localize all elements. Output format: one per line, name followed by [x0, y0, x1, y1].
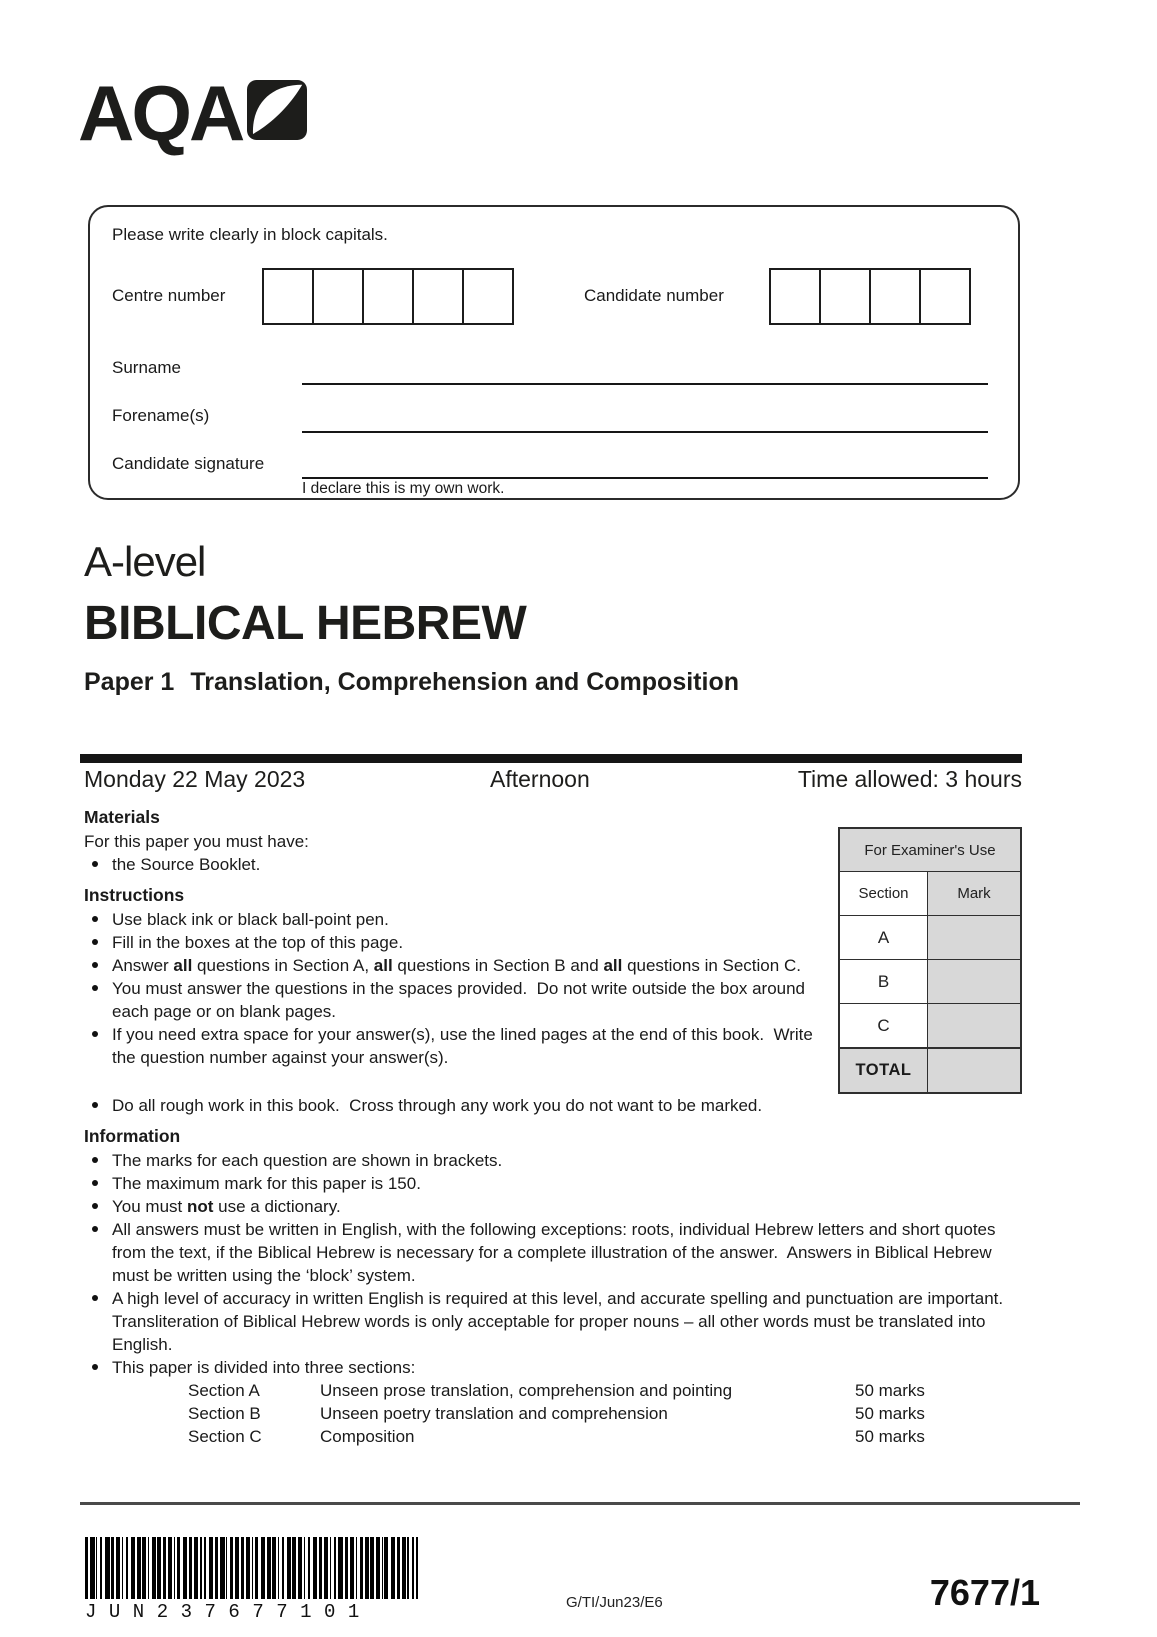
mark-column-header: Mark: [928, 872, 1020, 915]
section-row: [84, 1402, 1022, 1425]
section-row: [84, 1425, 1022, 1448]
section-row: [84, 1379, 1022, 1402]
list-item: The maximum mark for this paper is 150.: [84, 1172, 1022, 1195]
list-item: Fill in the boxes at the top of this page.: [84, 931, 824, 954]
centre-number-cell[interactable]: [462, 268, 514, 325]
materials-intro: For this paper you must have:: [84, 832, 309, 851]
total-mark-cell[interactable]: [928, 1049, 1020, 1092]
footer-rule: [80, 1502, 1080, 1505]
section-name: Section A: [188, 1381, 260, 1400]
paper-number: Paper 1: [84, 668, 175, 696]
examiner-table-header-row: [840, 871, 1020, 915]
total-row: [840, 1047, 1020, 1092]
section-desc: Unseen poetry translation and comprehension: [320, 1404, 668, 1423]
bullet-icon: [92, 962, 98, 968]
centre-number-boxes: [262, 268, 514, 325]
barcode-bars-icon: [85, 1537, 418, 1599]
bullet-icon: [92, 1180, 98, 1186]
bullet-icon: [92, 1203, 98, 1209]
exam-date: Monday 22 May 2023: [84, 766, 306, 792]
centre-number-cell[interactable]: [312, 268, 364, 325]
subject-title: BIBLICAL HEBREW: [84, 597, 527, 650]
print-reference: G/TI/Jun23/E6: [566, 1594, 663, 1611]
total-label: TOTAL: [840, 1049, 928, 1092]
block-capitals-note: Please write clearly in block capitals.: [112, 225, 388, 244]
bullet-icon: [92, 916, 98, 922]
section-marks: 50 marks: [855, 1404, 925, 1423]
aqa-leaf-icon: [247, 80, 307, 145]
candidate-number-cell[interactable]: [869, 268, 921, 325]
candidate-number-cell[interactable]: [769, 268, 821, 325]
section-c-mark-cell[interactable]: [928, 1004, 1020, 1047]
section-name: Section B: [188, 1404, 261, 1423]
barcode-text: JUN237677101: [85, 1601, 372, 1623]
bullet-icon: [92, 861, 98, 867]
signature-line[interactable]: [302, 477, 988, 479]
list-item: A high level of accuracy in written English is required at this level, and accurate spelling and punctuation are important. Transliteration of Biblical Hebrew words is only acceptable for proper nouns – all other words must be translated into English.: [84, 1287, 1022, 1356]
title-rule: [80, 754, 1022, 763]
paper-code: 7677/1: [929, 1572, 1040, 1613]
list-item: The marks for each question are shown in brackets.: [84, 1149, 1022, 1172]
declaration-note: I declare this is my own work.: [302, 480, 505, 497]
bullet-icon: [92, 1364, 98, 1370]
candidate-number-cell[interactable]: [819, 268, 871, 325]
bullet-icon: [92, 939, 98, 945]
centre-number-cell[interactable]: [362, 268, 414, 325]
centre-number-cell[interactable]: [412, 268, 464, 325]
paper-name: Translation, Comprehension and Composition: [190, 668, 739, 696]
bullet-icon: [92, 1157, 98, 1163]
barcode: [85, 1537, 418, 1623]
section-a-mark-cell[interactable]: [928, 916, 1020, 959]
section-desc: Unseen prose translation, comprehension and pointing: [320, 1381, 733, 1400]
bullet-icon: [92, 1102, 98, 1108]
bullet-icon: [92, 1031, 98, 1037]
section-c-label: C: [840, 1004, 928, 1047]
information-heading: Information: [84, 1126, 181, 1146]
cover-instructions: [84, 798, 1022, 1448]
paper-title: [84, 668, 739, 697]
qualification-title: A-level: [84, 538, 206, 585]
examiner-use-table: [838, 827, 1022, 1094]
candidate-number-label: Candidate number: [584, 286, 724, 305]
section-desc: Composition: [320, 1427, 415, 1446]
list-item: Do all rough work in this book. Cross through any work you do not want to be marked.: [84, 1094, 1022, 1117]
exam-session: Afternoon: [490, 766, 590, 792]
section-a-label: A: [840, 916, 928, 959]
section-name: Section C: [188, 1427, 262, 1446]
candidate-number-boxes: [769, 268, 971, 325]
list-item: You must not use a dictionary.: [84, 1195, 1022, 1218]
candidate-number-cell[interactable]: [919, 268, 971, 325]
list-item: Answer all questions in Section A, all questions in Section B and all questions in Section C.: [84, 954, 824, 977]
aqa-logo-text: AQA: [78, 69, 243, 157]
section-marks: 50 marks: [855, 1427, 925, 1446]
instructions-heading: Instructions: [84, 885, 185, 905]
section-c-row: [840, 1003, 1020, 1047]
forenames-label: Forename(s): [112, 406, 210, 425]
examiner-table-title: For Examiner's Use: [840, 829, 1020, 871]
surname-label: Surname: [112, 358, 181, 377]
centre-number-label: Centre number: [112, 286, 226, 305]
session-row: [84, 766, 1022, 796]
time-allowed: Time allowed: 3 hours: [797, 766, 1022, 792]
section-b-label: B: [840, 960, 928, 1003]
section-column-header: Section: [840, 872, 928, 915]
forenames-line[interactable]: [302, 431, 988, 433]
section-a-row: [840, 915, 1020, 959]
section-marks: 50 marks: [855, 1381, 925, 1400]
bullet-icon: [92, 1226, 98, 1232]
candidate-details-box: [88, 205, 1020, 500]
list-item: You must answer the questions in the spaces provided. Do not write outside the box around each page or on blank pages.: [84, 977, 824, 1023]
list-item: All answers must be written in English, with the following exceptions: roots, individual Hebrew letters and short quotes from the text, if the Biblical Hebrew is necessary for a complete illustration of the answer. Answers in Biblical Hebrew must be written using the ‘block’ system.: [84, 1218, 1022, 1287]
bullet-icon: [92, 985, 98, 991]
list-item: This paper is divided into three sections:: [84, 1356, 1022, 1379]
list-item: If you need extra space for your answer(s), use the lined pages at the end of this book. Write the question number against your answer(s).: [84, 1023, 824, 1069]
surname-line[interactable]: [302, 383, 988, 385]
bullet-icon: [92, 1295, 98, 1301]
materials-heading: Materials: [84, 807, 160, 827]
number-entry-row: [112, 267, 996, 325]
section-b-mark-cell[interactable]: [928, 960, 1020, 1003]
list-item: the Source Booklet.: [84, 853, 824, 876]
section-b-row: [840, 959, 1020, 1003]
aqa-logo: [78, 69, 307, 157]
signature-label: Candidate signature: [112, 454, 265, 473]
list-item: Use black ink or black ball-point pen.: [84, 908, 824, 931]
centre-number-cell[interactable]: [262, 268, 314, 325]
